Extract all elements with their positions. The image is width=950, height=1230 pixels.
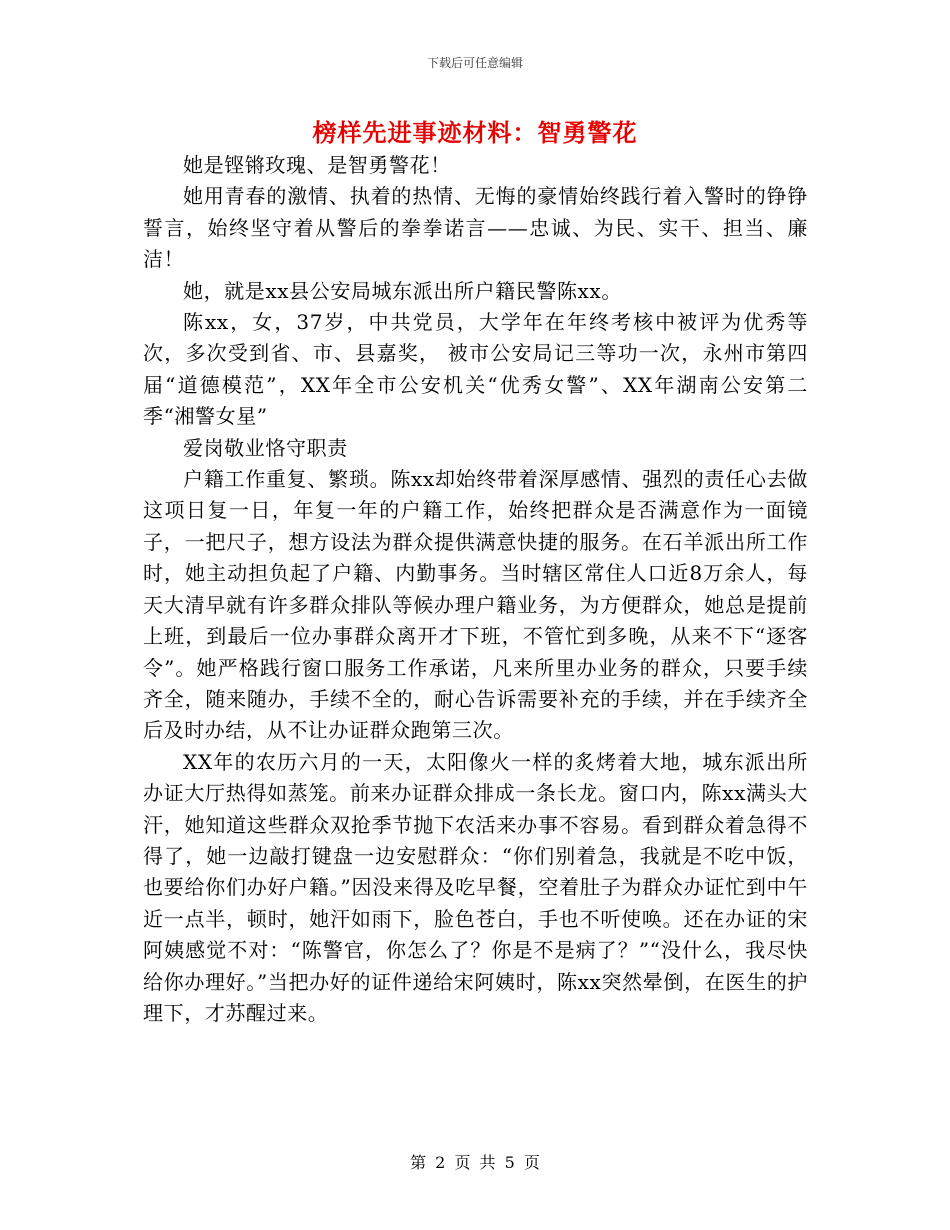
- paragraph-work: 户籍工作重复、繁琐。陈xx却始终带着深厚感情、强烈的责任心去做这项日复一日，年复一年的户籍工作，始终把群众是否满意作为一面镜子，一把尺子，想方设法为群众提供满意快捷的服务。在石羊派出所工作时，她主动担负起了户籍、内勤事务。当时辖区常住人口近8万余人，每天大清早就有许多群众排队等候办理户籍业务，为方便群众，她总是提前上班，到最后一位办事群众离开才下班，不管忙到多晚，从来不下“逐客令”。她严格践行窗口服务工作承诺，凡来所里办业务的群众，只要手续齐全，随来随办，手续不全的，耐心告诉需要补充的手续，并在手续齐全后及时办结，从不让办证群众跑第三次。: [143, 467, 808, 743]
- paragraph-intro: 她是铿锵玫瑰、是智勇警花！: [183, 153, 451, 177]
- page-number: 第 2 页 共 5 页: [410, 1153, 540, 1172]
- document-body: [143, 150, 808, 1029]
- page-header-note: 下载后可任意编辑: [426, 56, 523, 70]
- paragraph-identity: 她，就是xx县公安局城东派出所户籍民警陈xx。: [183, 278, 622, 303]
- document-title: 榜样先进事迹材料：智勇警花: [312, 118, 638, 147]
- paragraph-story: XX年的农历六月的一天，太阳像火一样的炙烤着大地，城东派出所办证大厅热得如蒸笼。前来办证群众排成一条长龙。窗口内，陈xx满头大汗，她知道这些群众双抢季节抛下农活来办事不容易。看到群众着急得不得了，她一边敲打键盘一边安慰群众：“你们别着急，我就是不吃中饭，也要给你们办好户籍。”因没来得及吃早餐，空着肚子为群众办证忙到中午近一点半，顿时，她汗如雨下，脸色苍白，手也不听使唤。还在办证的宋阿姨感觉不对：“陈警官，你怎么了？你是不是病了？”“没什么，我尽快给你办理好。”当把办好的证件递给宋阿姨时，陈xx突然晕倒，在医生的护理下，才苏醒过来。: [143, 749, 808, 1025]
- paragraph-oath: 她用青春的激情、执着的热情、无悔的豪情始终践行着入警时的铮铮誓言，始终坚守着从警后的拳拳诺言——忠诚、为民、实干、担当、廉洁！: [143, 184, 808, 272]
- paragraph-profile: 陈xx，女，37岁，中共党员，大学年在年终考核中被评为优秀等次，多次受到省、市、县嘉奖， 被市公安局记三等功一次，永州市第四届“道德模范”，XX年全市公安机关“优秀女警”、XX年湖南公安第二季“湘警女星”: [143, 310, 808, 429]
- section-heading: 爱岗敬业恪守职责: [183, 435, 348, 460]
